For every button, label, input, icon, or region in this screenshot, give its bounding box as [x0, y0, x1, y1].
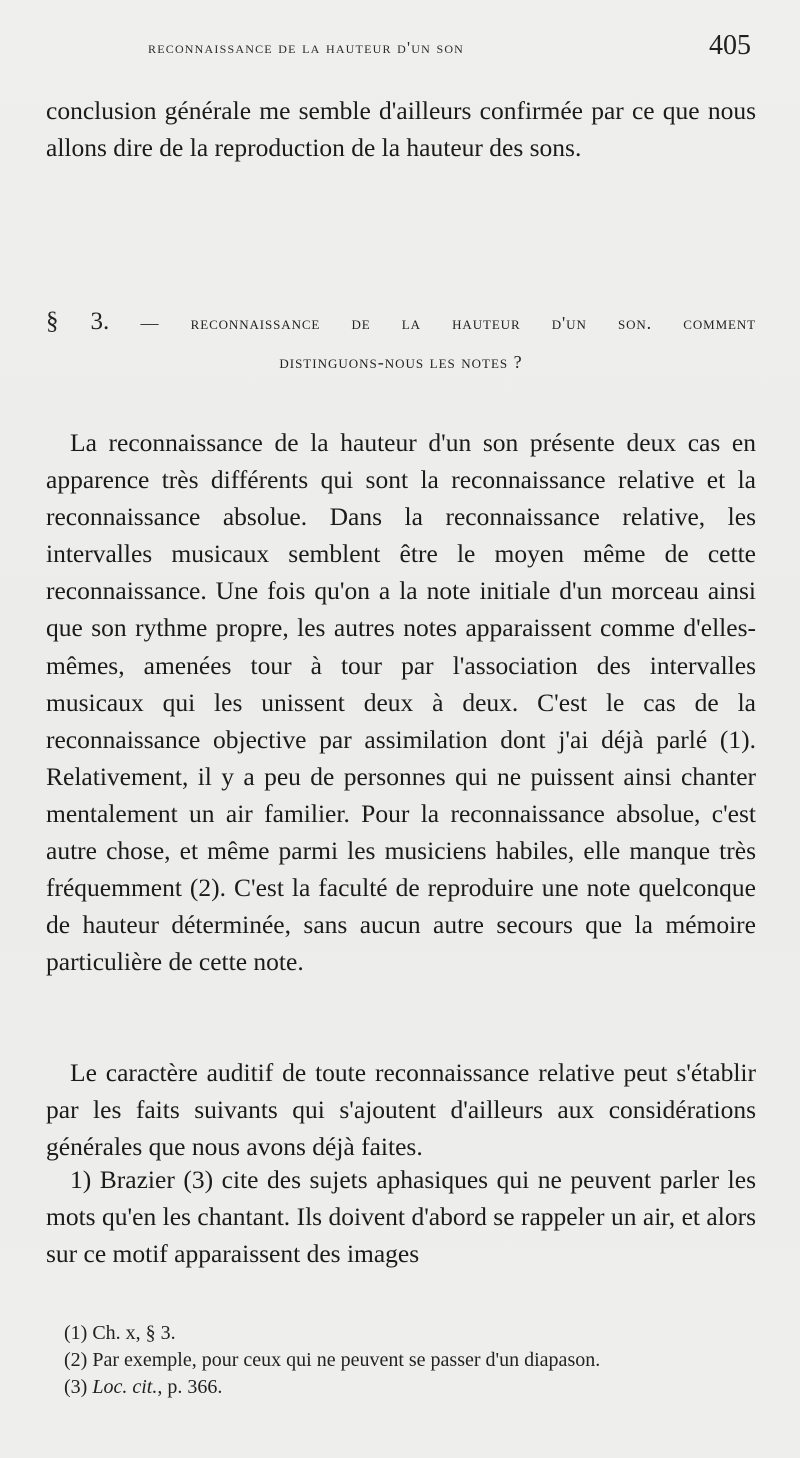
paragraph-caractere-auditif: Le caractère auditif de toute reconnaissance relative peut s'établir par les faits suivants qui s'ajoutent d'ailleurs aux considérations générales que nous avons déjà faites.	[46, 1058, 756, 1162]
paragraph-brazier: 1) Brazier (3) cite des sujets aphasiques qui ne peuvent parler les mots qu'en les chantant. Ils doivent d'abord se rappeler un air, et alors sur ce motif apparaissent des images	[46, 1165, 756, 1269]
footnotes	[64, 1320, 756, 1401]
footnote-3	[64, 1374, 756, 1401]
running-head	[0, 28, 800, 68]
footnote-3-page: , p. 366.	[157, 1376, 223, 1398]
section-symbol: § 3.	[46, 308, 110, 335]
section-dash: —	[140, 313, 160, 333]
footnote-1: (1) Ch. x, § 3.	[64, 1322, 176, 1344]
footnote-2: (2) Par exemple, pour ceux qui ne peuvent se passer d'un diapason.	[64, 1349, 601, 1371]
running-title: reconnaissance de la hauteur d'un son	[148, 38, 465, 57]
section-heading	[46, 302, 756, 381]
footnote-3-number: (3)	[64, 1376, 93, 1398]
section-title-line-1: reconnaissance de la hauteur d'un son. comment	[190, 313, 757, 333]
paragraph-continuation: conclusion générale me semble d'ailleurs confirmée par ce que nous allons dire de la reproduction de la hauteur des sons.	[46, 96, 756, 163]
paragraph-reconnaissance: La reconnaissance de la hauteur d'un son présente deux cas en apparence très différents qui sont la reconnaissance relative et la reconnaissance absolue. Dans la reconnaissance relative, les intervalles musicaux semblent être le moyen même de cette reconnaissance. Une fois qu'on a la note initiale d'un morceau ainsi que son rythme propre, les autres notes apparaissent comme d'elles-mêmes, amenées tour à tour par l'association des intervalles musicaux qui les unissent deux à deux. C'est le cas de la reconnaissance objective par assimilation dont j'ai déjà parlé (1). Relativement, il y a peu de personnes qui ne puissent ainsi chanter mentalement un air familier. Pour la reconnaissance absolue, c'est autre chose, et même parmi les musiciens habiles, elle manque très fréquemment (2). C'est la faculté de reproduire une note quelconque de hauteur déterminée, sans aucun autre secours que la mémoire particulière de cette note.	[46, 428, 756, 977]
section-heading-line-1	[46, 302, 756, 343]
section-title-line-2: distinguons-nous les notes ?	[279, 352, 523, 372]
footnote-3-citation: Loc. cit.	[92, 1376, 158, 1398]
page-number: 405	[709, 30, 751, 61]
